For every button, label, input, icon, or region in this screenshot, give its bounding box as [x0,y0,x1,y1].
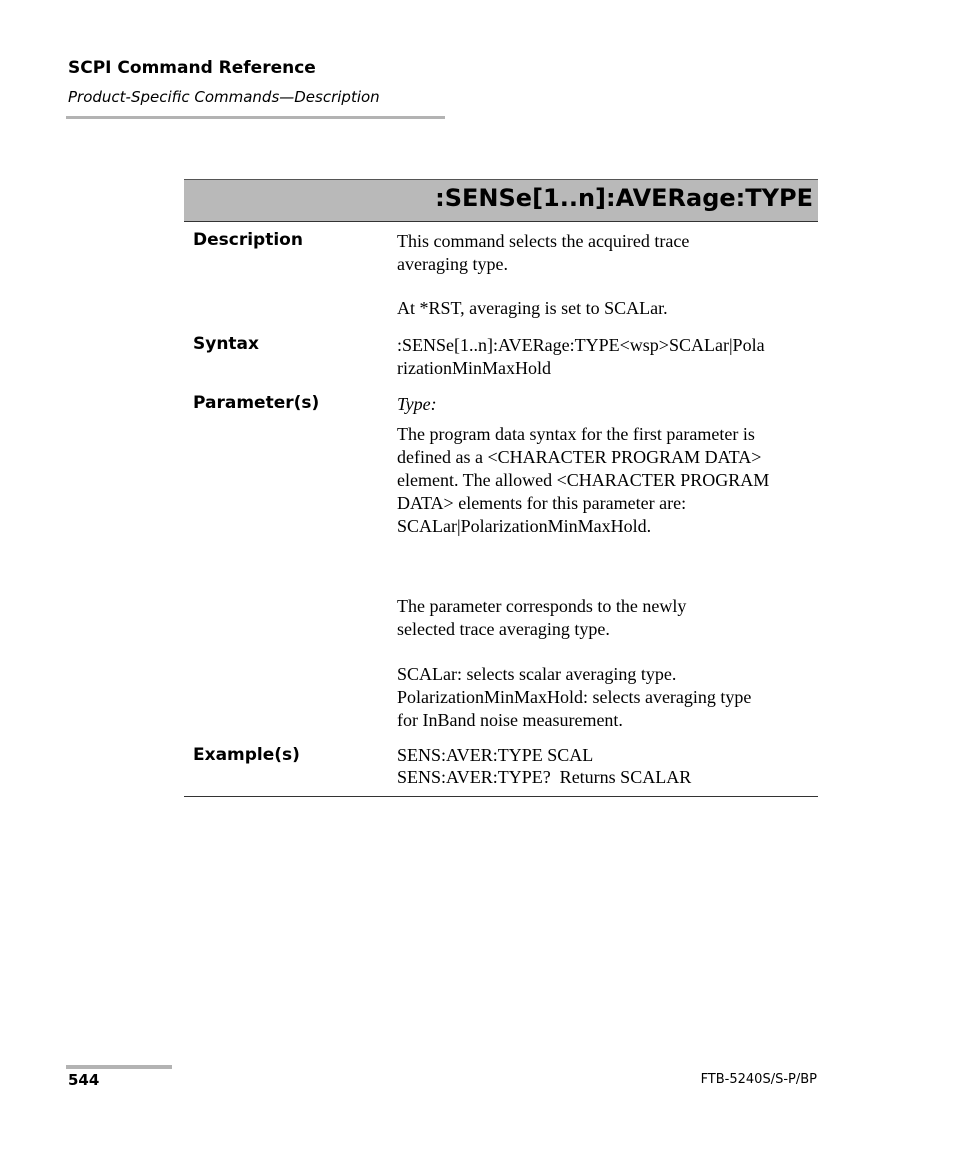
footer-model: FTB-5240S/S-P/BP [700,1072,817,1087]
parameters-line: for InBand noise measurement. [397,710,623,730]
parameters-line: defined as a <CHARACTER PROGRAM DATA> [397,447,762,467]
syntax-line: :SENSe[1..n]:AVERage:TYPE<wsp>SCALar|Pola [397,335,765,355]
parameters-paragraph-3 [397,663,817,732]
parameters-type-label: Type: [397,394,437,414]
header-rule [66,116,445,119]
parameters-line: selected trace averaging type. [397,619,610,639]
syntax-text [397,334,817,380]
examples-text [397,744,817,788]
example-line: SENS:AVER:TYPE SCAL [397,745,594,765]
parameters-line: SCALar|PolarizationMinMaxHold. [397,516,652,536]
parameters-line: SCALar: selects scalar averaging type. [397,664,677,684]
parameters-line: The parameter corresponds to the newly [397,596,687,616]
description-line: At *RST, averaging is set to SCALar. [397,298,668,318]
description-text [397,230,817,320]
parameters-label: Parameter(s) [193,393,320,413]
footer-rule [66,1065,172,1069]
description-line: This command selects the acquired trace [397,231,690,251]
header-title: SCPI Command Reference [68,58,316,78]
syntax-line: rizationMinMaxHold [397,358,551,378]
parameters-paragraph-1 [397,423,817,538]
parameters-line: element. The allowed <CHARACTER PROGRAM [397,470,770,490]
parameters-line: PolarizationMinMaxHold: selects averaging type [397,687,752,707]
parameters-line: DATA> elements for this parameter are: [397,493,687,513]
parameters-paragraph-2 [397,595,817,641]
table-bottom-rule [184,796,818,797]
page-number: 544 [68,1071,100,1089]
syntax-label: Syntax [193,334,259,354]
description-label: Description [193,230,303,250]
example-line: SENS:AVER:TYPE? Returns SCALAR [397,767,692,787]
header-subtitle: Product-Specific Commands—Description [68,88,380,106]
examples-label: Example(s) [193,745,300,765]
command-title-bar [184,179,818,222]
parameters-line: The program data syntax for the first parameter is [397,424,755,444]
description-line: averaging type. [397,254,508,274]
command-title: :SENSe[1..n]:AVERage:TYPE [435,184,813,212]
